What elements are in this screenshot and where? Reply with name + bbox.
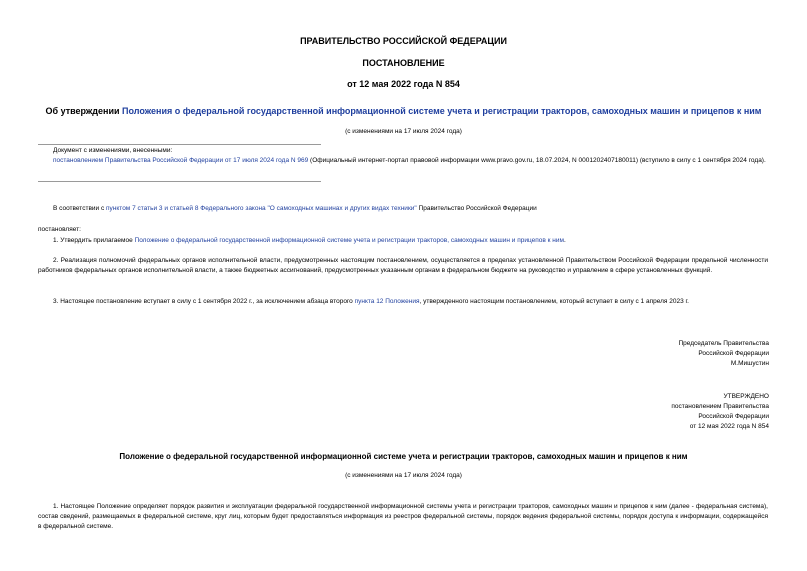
approved-label: УТВЕРЖДЕНО [723, 393, 769, 400]
intro-prefix: В соответствии с [53, 205, 107, 212]
amendments-top-rule [38, 144, 321, 145]
paragraph-3-prefix: 3. Настоящее постановление вступает в силу с 1 сентября 2022 г., за исключением абзаца второго [53, 298, 355, 305]
intro-paragraph [53, 204, 783, 214]
amendments-text [53, 156, 768, 166]
amendments-bottom-rule [38, 181, 321, 182]
changes-note: (с изменениями на 17 июля 2024 года) [345, 128, 462, 135]
government-heading: ПРАВИТЕЛЬСТВО РОССИЙСКОЙ ФЕДЕРАЦИИ [300, 36, 507, 46]
paragraph-1-prefix: 1. Утвердить прилагаемое [53, 237, 135, 244]
signature-name: М.Мишустин [730, 360, 769, 367]
regulation-link[interactable]: Положение о федеральной государственной информационной системе учета и регистрации тракторов, самоходных машин и прицепов к ним [134, 237, 564, 244]
regulation-changes-note: (с изменениями на 17 июля 2024 года) [345, 472, 462, 479]
clause-12-link[interactable]: пункта 12 Положения [354, 298, 420, 305]
document-title-prefix: Об утверждении [45, 106, 123, 116]
paragraph-1-suffix: . [564, 237, 566, 244]
doc-type-heading: ПОСТАНОВЛЕНИЕ [362, 58, 445, 68]
regulation-title: Положение о федеральной государственной информационной системе учета и регистрации тракторов, самоходных машин и прицепов к ним [119, 452, 688, 461]
paragraph-2: 2. Реализация полномочий федеральных органов исполнительной власти, предусмотренных настоящим постановлением, осуществляется в пределах установленной Правительством Российской Федерации предельной численности работников федеральных органов исполнительной власти, а также бюджетных ассигнований, предусмотренных указанным органам в федеральном бюджете на руководство и управление в сфере установленных функций. [38, 257, 768, 274]
doc-date-number: от 12 мая 2022 года N 854 [347, 79, 460, 89]
approved-country: Российской Федерации [698, 413, 769, 420]
regulation-paragraph-1: 1. Настоящее Положение определяет порядок развития и эксплуатации федеральной государственной информационной системы учета и регистрации тракторов, самоходных машин и прицепов к ним (далее - федеральная система), состав сведений, размещаемых в федеральной системе, круг лиц, которым будет предоставляться информация из реестров федеральной системы, порядок ведения федеральной системы, порядок доступа к информации, содержащейся в федеральной системе. [38, 503, 768, 530]
approved-date: от 12 мая 2022 года N 854 [689, 423, 769, 430]
amendment-rest: (Официальный интернет-портал правовой информации www.pravo.gov.ru, 18.07.2024, N 0001202407180011) (вступило в силу с 1 сентября 2024 года). [308, 157, 766, 164]
paragraph-3-suffix: , утвержденного настоящим постановлением, который вступает в силу с 1 апреля 2023 г. [419, 298, 689, 305]
signature-position: Председатель Правительства [678, 340, 769, 347]
law-link[interactable]: пунктом 7 статьи 3 и статьей 8 Федерального закона "О самоходных машинах и других видах техники" [106, 205, 417, 212]
paragraph-3 [53, 297, 783, 307]
intro-suffix: Правительство Российской Федерации [416, 205, 537, 212]
document-title [0, 106, 807, 116]
approved-by: постановлением Правительства [671, 403, 769, 410]
paragraph-1 [53, 236, 783, 246]
signature-country: Российской Федерации [698, 350, 769, 357]
postanovlyaet-label: постановляет: [38, 226, 81, 233]
amendments-heading: Документ с изменениями, внесенными: [53, 147, 173, 154]
amendment-link[interactable]: постановлением Правительства Российской Федерации от 17 июля 2024 года N 969 [53, 157, 309, 164]
document-title-link[interactable]: Положения о федеральной государственной информационной системе учета и регистрации тракторов, самоходных машин и прицепов к ним [122, 106, 762, 116]
